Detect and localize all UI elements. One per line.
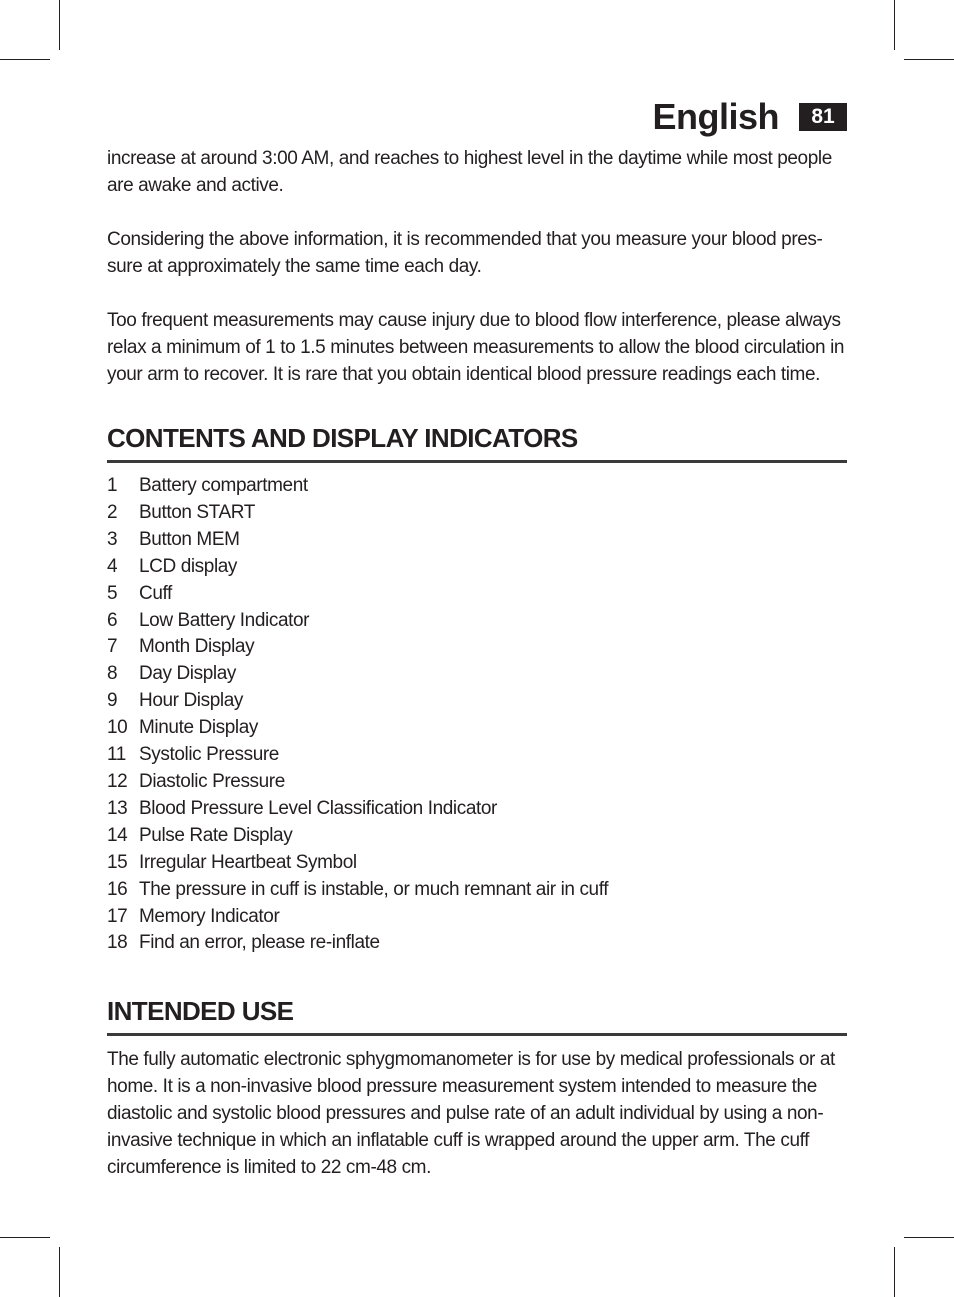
list-item-label: Month Display bbox=[139, 636, 255, 658]
list-item-label: Find an error, please re-inflate bbox=[139, 932, 380, 954]
list-item-label: Diastolic Pressure bbox=[139, 770, 285, 792]
list-item-label: Irregular Heartbeat Symbol bbox=[139, 851, 357, 873]
list-item-number: 4 bbox=[107, 555, 118, 577]
intro-paragraph: Considering the above information, it is recommended that you measure your blood pres-sure at approximately the same time each day. bbox=[107, 229, 823, 277]
list-item bbox=[107, 850, 847, 877]
list-item bbox=[107, 634, 847, 661]
list-item-label: Battery compartment bbox=[139, 475, 308, 496]
list-item bbox=[107, 904, 847, 931]
list-item-number: 5 bbox=[107, 582, 118, 604]
intro-paragraph: increase at around 3:00 AM, and reaches to highest level in the daytime while most people are awake and active. bbox=[107, 148, 832, 196]
language-title: English bbox=[652, 96, 779, 137]
list-item-label: Button MEM bbox=[139, 528, 240, 550]
page-number: 81 bbox=[799, 103, 847, 131]
list-item-number: 8 bbox=[107, 663, 118, 685]
list-item-number: 1 bbox=[107, 475, 118, 496]
list-item bbox=[107, 823, 847, 850]
list-item-number: 12 bbox=[107, 770, 128, 792]
list-item bbox=[107, 769, 847, 796]
crop-mark bbox=[904, 1237, 954, 1238]
list-item bbox=[107, 554, 847, 581]
list-item-number: 10 bbox=[107, 717, 128, 739]
list-item-label: Cuff bbox=[139, 582, 172, 604]
list-item bbox=[107, 608, 847, 635]
contents-list bbox=[107, 473, 847, 957]
list-item bbox=[107, 527, 847, 554]
list-item-label: Button START bbox=[139, 501, 255, 523]
list-item-label: LCD display bbox=[139, 555, 238, 577]
list-item-number: 17 bbox=[107, 905, 128, 927]
list-item-label: Systolic Pressure bbox=[139, 744, 279, 766]
list-item bbox=[107, 930, 847, 957]
list-item bbox=[107, 742, 847, 769]
list-item bbox=[107, 877, 847, 904]
crop-mark bbox=[59, 0, 60, 50]
crop-mark bbox=[0, 1237, 50, 1238]
intended-use-paragraph: The fully automatic electronic sphygmomanometer is for use by medical professionals or at home. It is a non-invasive blood pressure measurement system intended to measure the diastolic and systolic blood pressures and pulse rate of an adult individual by using a non-invasive technique in which an inflatable cuff is wrapped around the upper arm. The cuff circumference is limited to 22 cm-48 cm. bbox=[107, 1049, 835, 1179]
section-heading-contents: CONTENTS AND DISPLAY INDICATORS bbox=[107, 422, 847, 463]
list-item-label: The pressure in cuff is instable, or much remnant air in cuff bbox=[139, 878, 609, 900]
crop-mark bbox=[904, 59, 954, 60]
crop-mark bbox=[894, 0, 895, 50]
section-heading-intended-use: INTENDED USE bbox=[107, 995, 847, 1036]
list-item-number: 6 bbox=[107, 609, 118, 631]
page-header bbox=[652, 96, 847, 138]
crop-mark bbox=[894, 1247, 895, 1297]
list-item bbox=[107, 688, 847, 715]
list-item-label: Low Battery Indicator bbox=[139, 609, 310, 631]
list-item-number: 9 bbox=[107, 690, 118, 712]
crop-mark bbox=[0, 59, 50, 60]
intro-paragraph: Too frequent measurements may cause injury due to blood flow interference, please always relax a minimum of 1 to 1.5 minutes between measurements to allow the blood circulation in your arm to recover. It is rare that you obtain identical blood pressure readings each time. bbox=[107, 310, 845, 385]
list-item-number: 15 bbox=[107, 851, 128, 873]
list-item-number: 18 bbox=[107, 932, 128, 954]
list-item-label: Day Display bbox=[139, 663, 236, 685]
list-item-number: 7 bbox=[107, 636, 118, 658]
list-item bbox=[107, 715, 847, 742]
list-item-number: 13 bbox=[107, 797, 128, 819]
list-item-number: 11 bbox=[107, 744, 126, 766]
page-content bbox=[107, 145, 847, 1208]
list-item-label: Minute Display bbox=[139, 717, 259, 739]
list-item-number: 14 bbox=[107, 824, 128, 846]
list-item bbox=[107, 661, 847, 688]
list-item bbox=[107, 473, 847, 500]
list-item-label: Pulse Rate Display bbox=[139, 824, 293, 846]
list-item-label: Blood Pressure Level Classification Indicator bbox=[139, 797, 497, 819]
list-item bbox=[107, 581, 847, 608]
list-item-label: Hour Display bbox=[139, 690, 243, 712]
list-item-number: 3 bbox=[107, 528, 118, 550]
list-item bbox=[107, 500, 847, 527]
list-item-number: 2 bbox=[107, 501, 118, 523]
list-item-label: Memory Indicator bbox=[139, 905, 280, 927]
crop-mark bbox=[59, 1247, 60, 1297]
list-item bbox=[107, 796, 847, 823]
list-item-number: 16 bbox=[107, 878, 128, 900]
